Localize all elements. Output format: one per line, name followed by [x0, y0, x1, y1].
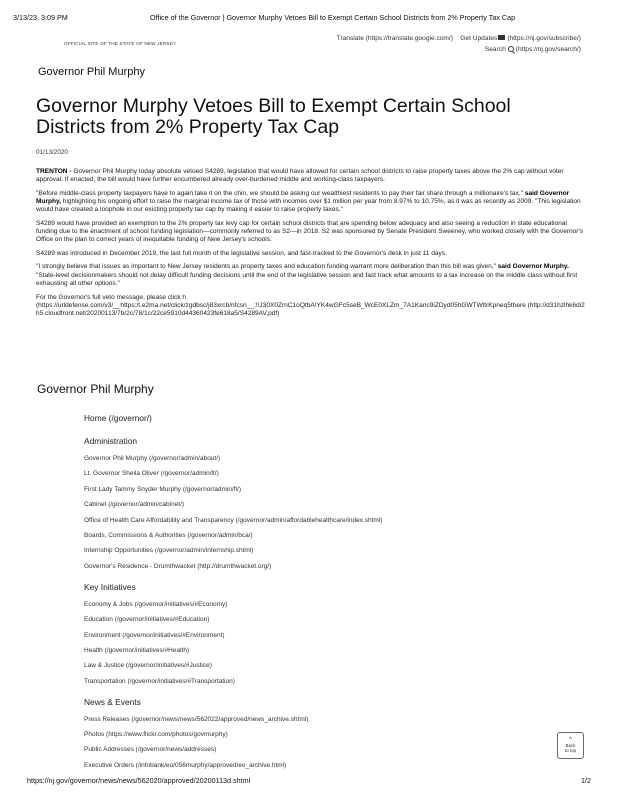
mail-icon — [498, 35, 505, 40]
back-to-top-line2: to top — [564, 748, 577, 753]
menu-item[interactable]: Education (/governor/initiatives/#Education) — [84, 616, 210, 624]
article-paragraph-3: S4289 would have provided an exemption to the 2% property tax levy cap for certain school districts that are spending below adequacy and also seeing a reduction in state educational funding due to the enactment of school funding legislation—commonly referred to as S2—in 2018. S2 was sponsored by Senate President Sweeney, who worked closely with the Governor's Office on the plan to correct years of inequitable funding of New Jersey's schools. — [36, 219, 584, 244]
official-site-label: OFFICIAL SITE OF THE STATE OF NEW JERSEY — [64, 41, 177, 46]
print-page-title: Office of the Governor | Governor Murphy Vetoes Bill to Exempt Certain School Districts from 2% Property Tax Cap — [150, 13, 516, 22]
search-url: (https://nj.gov/search/) — [515, 46, 581, 53]
article-paragraph-1 — [36, 168, 588, 185]
menu-item[interactable]: Office of Health Care Affordability and Transparency (/governor/admin/affordablehealthcare/index.shtml) — [84, 516, 383, 524]
menu-item[interactable]: Boards, Commissions & Authorities (/governor/admin/bca/) — [84, 531, 253, 539]
chevron-up-icon: ^ — [569, 737, 572, 743]
menu-section-news-events — [84, 716, 524, 769]
dateline: TRENTON - — [36, 168, 72, 175]
menu-item[interactable]: Photos (https://www.flickr.com/photos/govmurphy) — [84, 731, 228, 739]
article-paragraph-2 — [36, 190, 588, 215]
menu-section-title: News & Events — [84, 696, 141, 707]
get-updates-link[interactable] — [460, 35, 581, 42]
footer-site-title[interactable]: Governor Phil Murphy — [37, 382, 154, 396]
attribution: said Governor Murphy, — [36, 189, 570, 206]
menu-item[interactable]: Law & Justice (/governor/initiatives/#Justice) — [84, 662, 212, 670]
menu-item[interactable]: Economy & Jobs (/governor/initiatives/#Economy) — [84, 600, 228, 608]
article-body — [36, 168, 588, 324]
menu-section-title: Key Initiatives — [84, 581, 136, 592]
menu-home-link[interactable]: Home (/governor/) — [84, 413, 152, 423]
attribution: said Governor Murphy. — [495, 263, 569, 271]
quote-text: "I strongly believe that issues as important to New Jersey residents as property taxes and education funding warrant more deliberation than this bill was given," — [36, 263, 496, 271]
search-icon — [508, 46, 514, 52]
search-label: Search — [484, 46, 506, 53]
footer-menu — [84, 413, 524, 781]
menu-item[interactable]: Public Addresses (/governor/news/addresses) — [84, 746, 217, 754]
menu-section-key-initiatives — [84, 601, 524, 685]
back-to-top-button[interactable] — [557, 732, 584, 759]
article-paragraph-4: S4289 was introduced in December 2019, the last full month of the legislative session, and fast-tracked to the Governor's desk in just 11 days. — [36, 249, 447, 257]
print-url: https://nj.gov/governor/news/news/562020/approved/20200113d.shtml — [27, 776, 251, 785]
get-updates-label: Get Updates — [460, 35, 498, 42]
paragraph-text: highlighting his ongoing effort to raise the marginal income tax of those with incomes over $1 million per year from 8.97% to 10.75%, as it was as recently as 2009. "This legislation would have created a loophole in our existing property tax cap by making it easier to raise property taxes." — [36, 198, 581, 214]
article-paragraph-5 — [36, 263, 588, 288]
menu-item[interactable]: Lt. Governor Sheila Oliver (/governor/admin/lt/) — [84, 470, 219, 478]
top-nav — [337, 33, 581, 55]
menu-item[interactable]: Governor's Residence - Drumthwacket (http://drumthwacket.org/) — [84, 562, 272, 570]
menu-item[interactable]: Cabinet (/governor/admin/cabinet/) — [84, 501, 185, 509]
article-date: 01/13/2020 — [36, 149, 68, 156]
menu-section-title: Administration — [84, 436, 138, 446]
site-title[interactable]: Governor Phil Murphy — [38, 66, 145, 78]
menu-item[interactable]: Internship Opportunities (/governor/admin/internship.shtml) — [84, 547, 254, 555]
menu-item[interactable]: Transportation (/governor/initiatives/#Transportation) — [84, 677, 235, 685]
menu-item[interactable]: Environment (/governor/initiatives/#Environment) — [84, 631, 225, 639]
back-to-top-line1: Back — [565, 743, 576, 748]
menu-item[interactable]: Executive Orders (/infobank/eo/056murphy/approved/eo_archive.html) — [84, 761, 287, 769]
print-timestamp: 3/13/23, 3:09 PM — [13, 13, 68, 22]
article-headline: Governor Murphy Vetoes Bill to Exempt Certain School Districts from 2% Property Tax Cap — [36, 95, 511, 138]
paragraph-text: "State-level decisionmakers should not delay difficult funding decisions until the end of the legislative session and fast track what amounts to a tax increase on the middle class without first exhausting all other options." — [36, 271, 578, 288]
menu-section-administration — [84, 455, 524, 570]
print-page-number: 1/2 — [581, 776, 591, 785]
quote-text: "Before middle-class property taxpayers have to again take it on the chin, we should be asking our wealthiest residents to pay their fair share through a millionaire's tax," — [36, 189, 523, 197]
print-footer — [27, 776, 591, 785]
paragraph-text: For the Governor's full veto message, please click h — [36, 293, 187, 301]
translate-link[interactable]: Translate (https://translate.google.com/) — [336, 35, 453, 42]
search-link[interactable] — [485, 46, 581, 53]
get-updates-url: (https://nj.gov/subscribe/) — [507, 35, 581, 42]
veto-message-link[interactable]: (https://urldefense.com/v3/__https:/t.e2ma.net/click/zgdbsc/j83xrcb/nfcsri__;!!J30X0ZrnC1oQtbA!YK4wGFc5seB_WcE0XLZm_7A1Kanc9iZDyd05hGWTWltrKpneq5there (http://d31hzlhk6di2h5.cloudfront.net/20200113/7b/2c/78/1c/22ce5910d44360423fe618a5/S4289AV.pdf) — [36, 301, 585, 318]
menu-item[interactable]: Health (/governor/initiatives/#Health) — [84, 646, 190, 654]
article-paragraph-6 — [36, 294, 588, 319]
paragraph-text: Governor Phil Murphy today absolute vetoed S4289, legislation that would have allowed for certain school districts to raise property taxes above the 2% cap without voter approval. If enacted, the bill would have further encumbered already over-burdened middle and working-class taxpayers. — [36, 168, 564, 184]
menu-item[interactable]: Governor Phil Murphy (/governor/admin/about/) — [84, 455, 221, 462]
menu-item[interactable]: Press Releases (/governor/news/news/562022/approved/news_archive.shtml) — [84, 715, 309, 723]
menu-item[interactable]: First Lady Tammy Snyder Murphy (/governor/admin/fl/) — [84, 485, 242, 493]
